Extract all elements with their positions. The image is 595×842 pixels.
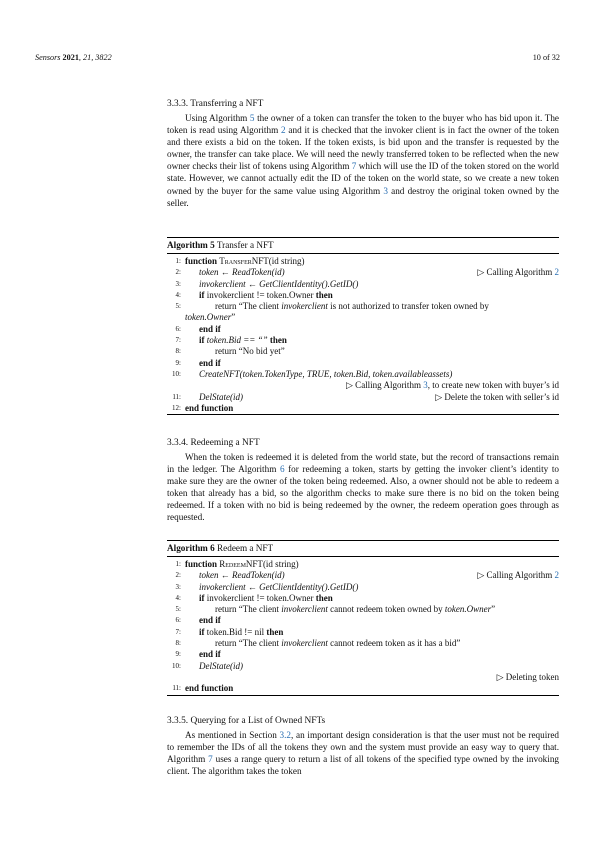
keyword: then <box>315 289 333 300</box>
algorithm-link[interactable]: 5 <box>249 113 255 123</box>
section-title: 3.3.4. Redeeming a NFT <box>167 438 260 448</box>
keyword: function <box>185 256 218 266</box>
assign-arrow: ← <box>245 278 260 289</box>
line-comment: ▷ Deleting token <box>496 671 559 682</box>
line-number: 6: <box>175 616 181 625</box>
algorithm-line <box>167 582 559 593</box>
section-3-3-3 <box>167 98 559 209</box>
algorithm-line <box>167 392 559 403</box>
algorithm-line <box>167 683 559 694</box>
keyword: end function <box>185 683 234 694</box>
code-text: token <box>199 267 219 278</box>
text-run: When the token is redeemed it is deleted from the world state, but the record of transactions remain in the ledger. The Algorithm <box>167 452 559 475</box>
code-variable: invokerclient <box>281 301 328 312</box>
text-run: uses a range query to return a list of all tokens of the specified type owned by the invoking client. The algorithm takes the token <box>167 754 560 777</box>
section-paragraph <box>167 451 559 524</box>
algorithm-label: Algorithm 5 <box>167 240 215 250</box>
journal-year: 2021 <box>62 53 79 62</box>
journal-name: Sensors <box>35 53 61 62</box>
algorithm-line <box>167 649 559 660</box>
comment-text: ▷ Calling Algorithm <box>346 380 424 391</box>
algorithm-link[interactable]: 3 <box>423 380 428 391</box>
function-name: RedeemNFT <box>219 559 263 569</box>
keyword: function <box>185 559 218 569</box>
running-header-citation <box>35 53 112 63</box>
line-number: 7: <box>175 336 181 345</box>
keyword: end if <box>199 323 221 334</box>
algorithm-line <box>167 290 559 301</box>
code-text: token.Bid != nil <box>204 626 267 637</box>
code-text: ReadToken(id) <box>232 267 285 278</box>
algorithm-bottom-rule <box>167 414 559 415</box>
code-text: DelState(id) <box>199 660 243 671</box>
algorithm-link[interactable]: 2 <box>554 267 559 278</box>
code-variable: token.Owner <box>444 604 492 615</box>
algorithm-title: Transfer a NFT <box>214 240 274 250</box>
algorithm-line <box>167 615 559 626</box>
algorithm-line <box>167 570 559 581</box>
section-paragraph <box>167 112 559 209</box>
algorithm-caption <box>167 237 559 254</box>
line-number: 3: <box>175 279 181 288</box>
line-number: 6: <box>175 324 181 333</box>
line-number: 2: <box>175 571 181 580</box>
line-number: 5: <box>175 302 181 311</box>
algorithm-6-box <box>167 540 559 696</box>
code-text: (id string) <box>262 559 299 569</box>
line-comment <box>477 570 559 581</box>
line-number: 8: <box>175 347 181 356</box>
keyword: end if <box>199 615 221 626</box>
code-variable: invokerclient <box>281 604 328 615</box>
code-text: ” <box>491 604 496 615</box>
algorithm-line <box>167 335 559 346</box>
code-text: token <box>199 570 219 581</box>
text-run: and destroy the original token owned by the seller. <box>167 185 560 208</box>
page-number: 10 of 32 <box>532 53 560 62</box>
text-run: the owner of a token can transfer the token to the buyer who has bid upon it. The token is read using Algorithm <box>167 113 559 136</box>
line-number: 11: <box>172 684 181 693</box>
comment-text: ▷ Calling Algorithm <box>477 267 555 278</box>
keyword: if <box>199 592 205 603</box>
code-text: return “No bid yet” <box>215 346 285 357</box>
text-run: for redeeming a token, starts by getting the invoker client’s identity to make sure they are the owner of the token being redeemed. Also, a owner should not be able to redeem a token that already has a bid, so the algorithm checks to make sure there is no bid on the token being redeemed. If a token with no bid is being redeemed by the owner, the redeem operation goes through as requested. <box>167 464 559 523</box>
algorithm-line <box>167 346 559 357</box>
algorithm-link[interactable]: 2 <box>281 125 286 136</box>
code-text: cannot redeem token owned by <box>327 604 445 615</box>
line-number: 1: <box>175 257 181 265</box>
code-text: DelState(id) <box>199 391 243 402</box>
code-text: invokerclient <box>199 278 246 289</box>
code-text: invokerclient <box>199 581 246 592</box>
line-number: 11: <box>172 392 181 401</box>
keyword: if <box>199 335 205 346</box>
code-text: is not authorized to transfer token owned by <box>327 301 489 312</box>
algorithm-link[interactable]: 6 <box>279 464 285 475</box>
line-number: 9: <box>175 358 181 367</box>
line-number: 4: <box>175 290 181 299</box>
text-run: and it is checked that the invoker client is in fact the owner of the token and there exists a bid on the token. If the token exists, is bid upon and the transfer is requested by the owner, the transfer can take place. We will need the newly transferred token to be reflected when the new owner checks their list of tokens using Algorithm <box>167 125 559 172</box>
code-text: (id string) <box>268 256 305 266</box>
text-run: As mentioned in Section <box>185 730 280 740</box>
algorithm-caption <box>167 540 559 557</box>
text-run: Using Algorithm <box>185 113 250 123</box>
algorithm-link[interactable]: 7 <box>351 161 357 172</box>
algorithm-bottom-rule <box>167 695 559 696</box>
line-number: 12: <box>172 403 181 412</box>
algorithm-line <box>167 324 559 335</box>
code-text: cannot redeem token as it has a bid” <box>327 638 461 649</box>
algorithm-link[interactable]: 3 <box>383 185 388 196</box>
code-text: ReadToken(id) <box>232 570 285 581</box>
code-text: return “The client <box>215 301 282 312</box>
algorithm-line-continuation <box>167 312 559 323</box>
line-comment <box>167 380 559 391</box>
function-name: TransferNFT <box>219 256 269 266</box>
text-run: , an important design consideration is that the user must not be required to remember the IDs of all the tokens they own and the system must provide an easy way to query that. Algorithm <box>167 730 559 765</box>
algorithm-title: Redeem a NFT <box>214 543 274 553</box>
line-number: 5: <box>175 605 181 614</box>
text-run: which will use the ID of the token stored on the world state. However, we cannot actually edit the ID of the token on the world state, so we create a new token owned by the buyer for the same value using Algorithm <box>167 161 560 196</box>
code-text: GetClientIdentity().GetID() <box>259 581 359 592</box>
code-text: token.Bid == “” <box>204 335 270 346</box>
journal-volume-article: , 21, 3822 <box>78 53 112 62</box>
assign-arrow: ← <box>218 570 232 581</box>
code-variable: token.Owner <box>185 312 232 323</box>
keyword: end function <box>185 402 234 413</box>
line-comment <box>477 267 559 278</box>
section-paragraph <box>167 729 559 777</box>
code-text: ” <box>231 312 236 323</box>
code-text: GetClientIdentity().GetID() <box>259 278 359 289</box>
line-number: 10: <box>172 369 181 378</box>
section-3-3-5 <box>167 715 559 777</box>
algorithm-line <box>167 369 559 380</box>
section-title: 3.3.3. Transferring a NFT <box>167 99 264 109</box>
keyword: if <box>199 626 205 637</box>
keyword: then <box>269 335 287 346</box>
assign-arrow: ← <box>245 581 260 592</box>
algorithm-line <box>167 301 559 312</box>
algorithm-line <box>167 604 559 615</box>
line-number: 7: <box>175 627 181 636</box>
code-variable: invokerclient <box>281 638 328 649</box>
code-text: invokerclient != token.Owner <box>204 289 316 300</box>
algorithm-line <box>167 627 559 638</box>
algorithm-line <box>167 661 559 672</box>
comment-text: , to create new token with buyer’s id <box>427 380 559 391</box>
assign-arrow: ← <box>218 267 232 278</box>
line-number: 3: <box>175 582 181 591</box>
algorithm-link[interactable]: 2 <box>554 570 559 581</box>
line-number: 1: <box>175 560 181 568</box>
line-number: 9: <box>175 650 181 659</box>
section-link[interactable]: 3.2 <box>279 730 292 740</box>
code-text: invokerclient != token.Owner <box>204 592 316 603</box>
comment-text: ▷ Calling Algorithm <box>477 570 555 581</box>
keyword: end if <box>199 357 221 368</box>
algorithm-line <box>167 559 559 570</box>
algorithm-line <box>167 358 559 369</box>
keyword: then <box>315 592 333 603</box>
algorithm-line <box>167 279 559 290</box>
algorithm-line <box>167 267 559 278</box>
algorithm-link[interactable]: 7 <box>208 754 213 765</box>
line-comment: ▷ Delete the token with seller’s id <box>435 391 559 402</box>
algorithm-label: Algorithm 6 <box>167 543 215 553</box>
algorithm-line <box>167 256 559 267</box>
algorithm-line <box>167 593 559 604</box>
line-number: 10: <box>172 661 181 670</box>
section-title: 3.3.5. Querying for a List of Owned NFTs <box>167 716 326 726</box>
code-text: CreateNFT(token.TokenType, TRUE, token.Bid, token.availableassets) <box>199 368 453 379</box>
algorithm-line <box>167 638 559 649</box>
keyword: if <box>199 289 205 300</box>
algorithm-5-box <box>167 237 559 415</box>
keyword: end if <box>199 649 221 660</box>
code-text: return “The client <box>215 604 282 615</box>
algorithm-line <box>167 403 559 414</box>
section-3-3-4 <box>167 437 559 524</box>
keyword: then <box>266 626 284 637</box>
line-number: 4: <box>175 593 181 602</box>
code-text: return “The client <box>215 638 282 649</box>
line-number: 2: <box>175 268 181 277</box>
line-number: 8: <box>175 639 181 648</box>
